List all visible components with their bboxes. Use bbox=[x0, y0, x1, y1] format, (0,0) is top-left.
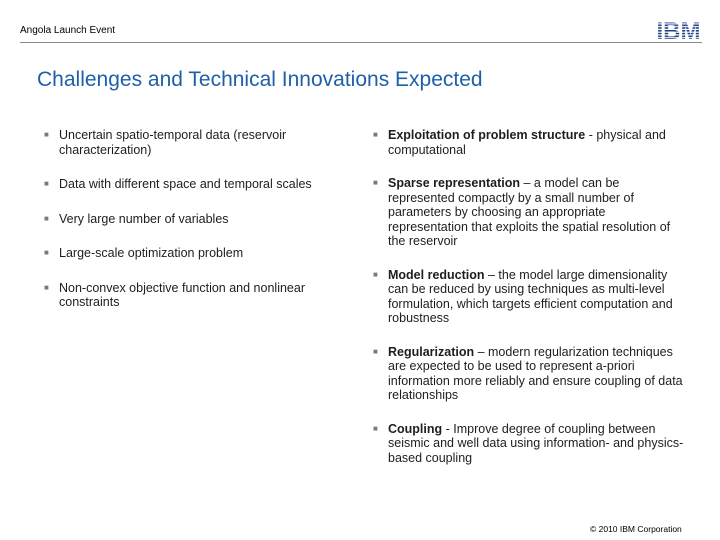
list-item: ■ Model reduction – the model large dimensionality can be reduced by using techniques as multi-level formulation, which targets efficient computation and robustness bbox=[373, 267, 673, 325]
square-bullet-icon: ■ bbox=[373, 423, 378, 433]
list-item: ■ Uncertain spatio-temporal data (reservoir characterization) bbox=[44, 128, 287, 157]
square-bullet-icon: ■ bbox=[373, 178, 378, 187]
copyright-footer: © 2010 IBM Corporation bbox=[590, 524, 682, 534]
list-item: ■ Exploitation of problem structure - physical and computational bbox=[373, 128, 666, 157]
square-bullet-icon: ■ bbox=[44, 282, 49, 292]
svg-text:IBM: IBM bbox=[656, 19, 701, 41]
list-item: ■ Coupling - Improve degree of coupling between seismic and well data using information- and physics-based coupling bbox=[373, 421, 684, 465]
header-divider bbox=[20, 42, 702, 43]
header-event-label: Angola Launch Event bbox=[20, 25, 116, 36]
list-item: ■ Very large number of variables bbox=[44, 211, 229, 226]
page-title: Challenges and Technical Innovations Expected bbox=[37, 68, 483, 91]
square-bullet-icon: ■ bbox=[373, 130, 378, 139]
ibm-logo bbox=[655, 19, 702, 41]
challenges-list bbox=[44, 128, 344, 310]
square-bullet-icon: ■ bbox=[44, 213, 49, 223]
list-item: ■ Regularization – modern regularization techniques are expected to be used to represent a-priori information more reliably and ensure coupling of data relationships bbox=[373, 344, 683, 402]
list-item: ■ Non-convex objective function and nonlinear constraints bbox=[44, 280, 305, 309]
square-bullet-icon: ■ bbox=[44, 248, 49, 257]
list-item: ■ Large-scale optimization problem bbox=[44, 246, 244, 260]
innovations-list bbox=[373, 128, 688, 484]
square-bullet-icon: ■ bbox=[373, 346, 378, 356]
list-item: ■ Data with different space and temporal scales bbox=[44, 177, 312, 191]
square-bullet-icon: ■ bbox=[44, 179, 49, 188]
list-item: ■ Sparse representation – a model can be represented compactly by a small number of parameters by choosing an appropriate representation that exploits the spatial resolution of the reservoir bbox=[373, 176, 671, 248]
square-bullet-icon: ■ bbox=[44, 130, 49, 139]
square-bullet-icon: ■ bbox=[373, 269, 378, 279]
